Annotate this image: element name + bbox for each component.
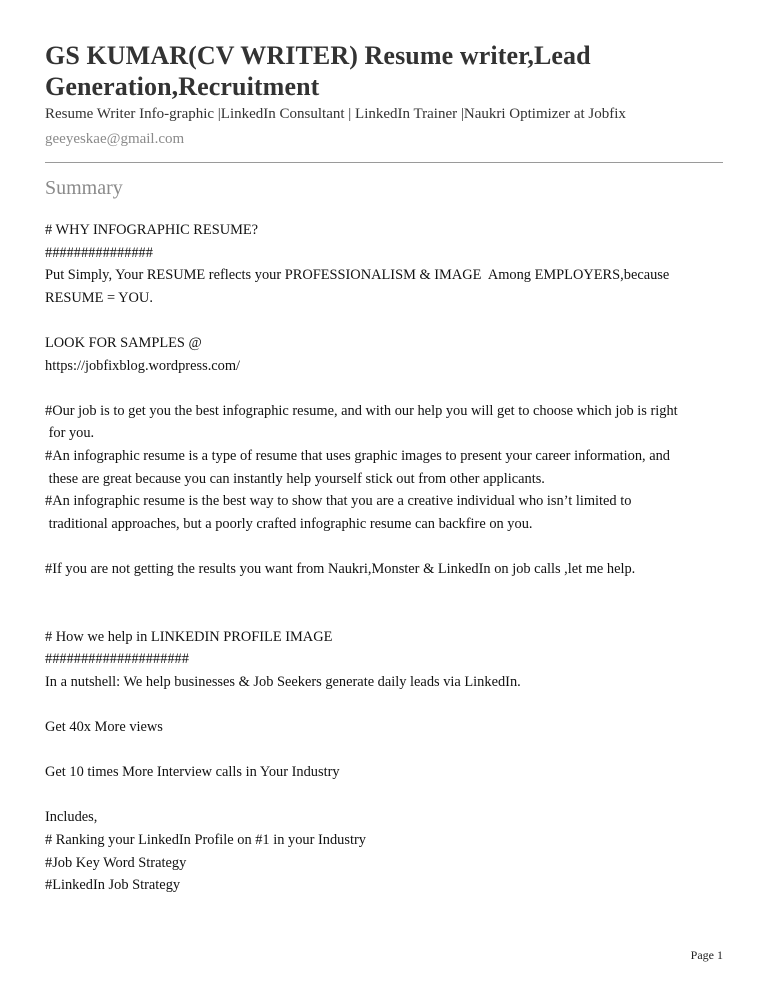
summary-line: [45, 309, 723, 332]
profile-email: geeyeskae@gmail.com: [45, 131, 185, 147]
summary-line: # How we help in LINKEDIN PROFILE IMAGE: [45, 628, 333, 645]
summary-line: these are great because you can instantly help yourself stick out from other applicants.: [45, 470, 545, 487]
summary-line: #LinkedIn Job Strategy: [45, 877, 181, 894]
summary-line: ####################: [45, 651, 189, 668]
header-divider: [45, 162, 723, 163]
summary-line: [45, 377, 723, 400]
summary-line: [45, 693, 723, 716]
summary-line: https://jobfixblog.wordpress.com/: [45, 357, 241, 374]
summary-line: #An infographic resume is the best way to show that you are a creative individual who isn’t limited to: [45, 493, 632, 510]
profile-headline: Resume Writer Info-graphic |LinkedIn Consultant | LinkedIn Trainer |Naukri Optimizer at Jobfix: [45, 106, 626, 122]
summary-line: [45, 603, 723, 626]
summary-line: #Our job is to get you the best infographic resume, and with our help you will get to choose which job is right: [45, 402, 678, 419]
summary-line: [45, 739, 723, 762]
summary-line: ###############: [45, 244, 153, 261]
summary-line: LOOK FOR SAMPLES @: [45, 334, 202, 351]
summary-body: [45, 219, 723, 897]
summary-line: RESUME = YOU.: [45, 289, 153, 306]
page-number: Page 1: [690, 948, 723, 962]
summary-line: Get 40x More views: [45, 719, 163, 736]
summary-line: In a nutshell: We help businesses & Job Seekers generate daily leads via LinkedIn.: [45, 673, 521, 690]
summary-line: # WHY INFOGRAPHIC RESUME?: [45, 222, 259, 238]
summary-line: for you.: [45, 425, 95, 442]
summary-line: Put Simply, Your RESUME reflects your PROFESSIONALISM & IMAGE Among EMPLOYERS,because: [45, 267, 670, 284]
resume-page: [45, 40, 723, 897]
profile-name: GS KUMAR(CV WRITER) Resume writer,Lead Generation,Recruitment: [45, 41, 591, 101]
summary-line: #An infographic resume is a type of resume that uses graphic images to present your career information, and: [45, 447, 670, 464]
summary-line: Includes,: [45, 809, 98, 826]
summary-line: [45, 784, 723, 807]
summary-heading: Summary: [45, 177, 123, 199]
summary-line: #If you are not getting the results you want from Naukri,Monster & LinkedIn on job calls ,let me help.: [45, 560, 636, 577]
summary-line: [45, 581, 723, 604]
summary-line: # Ranking your LinkedIn Profile on #1 in your Industry: [45, 832, 366, 849]
summary-line: traditional approaches, but a poorly crafted infographic resume can backfire on you.: [45, 515, 533, 532]
summary-line: Get 10 times More Interview calls in Your Industry: [45, 764, 340, 781]
summary-line: #Job Key Word Strategy: [45, 854, 187, 871]
summary-line: [45, 535, 723, 558]
